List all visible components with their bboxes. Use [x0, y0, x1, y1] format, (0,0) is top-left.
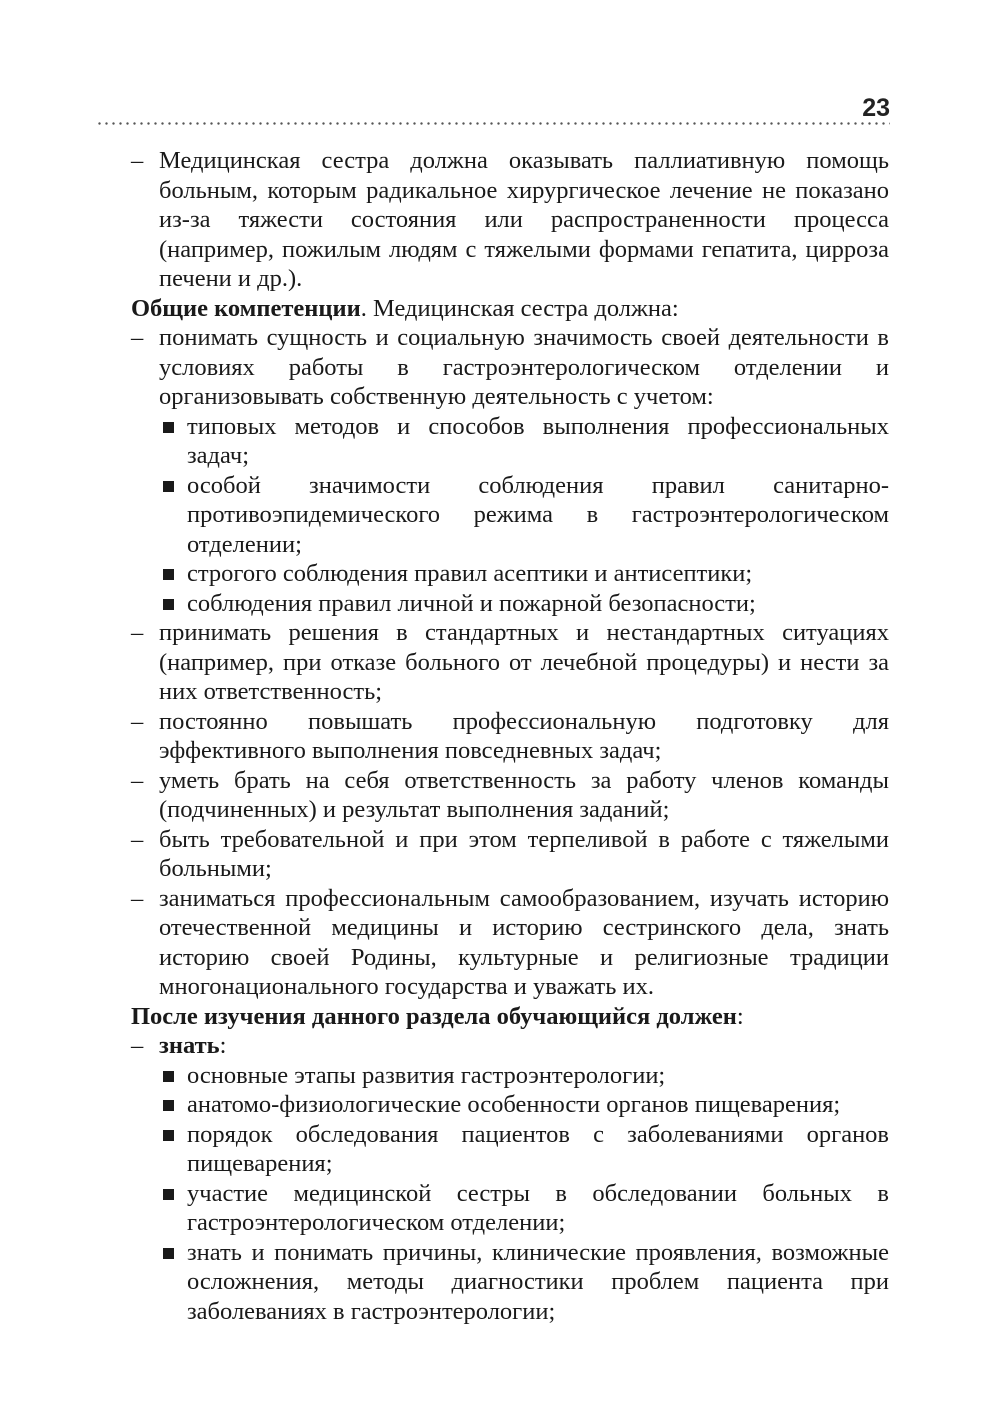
sub-list-item [131, 1238, 889, 1327]
sub-list-item-text: порядок обследования пациентов с заболеваниями органов пищеварения; [187, 1120, 889, 1177]
square-bullet-icon [163, 599, 174, 610]
dash-marker: – [131, 324, 144, 351]
square-bullet-icon [163, 1189, 174, 1200]
square-bullet-icon [163, 1248, 174, 1259]
list-item [131, 618, 889, 707]
sub-list-item-text: основные этапы развития гастроэнтерологии; [187, 1061, 666, 1089]
square-bullet-icon [163, 569, 174, 580]
list-item [131, 323, 889, 412]
list-item-text: понимать сущность и социальную значимость своей деятельности в условиях работы в гастроэнтерологическом отделении и организовывать собственную деятельность с учетом: [159, 324, 889, 410]
sub-list-item [131, 471, 889, 560]
square-bullet-icon [163, 481, 174, 492]
sub-list-item-text: соблюдения правил личной и пожарной безопасности; [187, 589, 756, 617]
dash-marker: – [131, 766, 144, 794]
list-item [131, 766, 889, 825]
sub-list-item [131, 1090, 889, 1120]
dash-marker: – [131, 147, 144, 174]
square-bullet-icon [163, 422, 174, 433]
sub-list-item-text: участие медицинской сестры в обследовании больных в гастроэнтерологическом отделении; [187, 1179, 889, 1236]
list-item-text: заниматься профессиональным самообразованием, изучать историю отечественной медицины и историю сестринского дела, знать историю своей Родины, культурные и религиозные традиции многонационального государства и уважать их. [159, 884, 889, 1000]
sub-list-item [131, 1179, 889, 1238]
list-item-know [131, 1031, 889, 1061]
section-heading-competencies [131, 294, 889, 324]
sub-list-item-text: строгого соблюдения правил асептики и антисептики; [187, 560, 753, 587]
square-bullet-icon [163, 1071, 174, 1082]
list-item [131, 146, 889, 294]
know-sub-list [131, 1061, 889, 1327]
list-item-text: Медицинская сестра должна оказывать паллиативную помощь больным, которым радикальное хирургическое лечение не показано из-за тяжести состояния или распространенности процесса (например, пожилым людям с тяжелыми формами гепатита, цирроза печени и др.). [159, 147, 889, 292]
competencies-intro: . Медицинская сестра должна: [360, 294, 679, 322]
dash-marker: – [131, 884, 144, 912]
list-item [131, 707, 889, 766]
page-number: 23 [862, 94, 890, 122]
sub-list-item [131, 1120, 889, 1179]
sub-list-item [131, 589, 889, 619]
sub-list-item [131, 559, 889, 589]
after-study-colon: : [736, 1002, 744, 1030]
dotted-header-rule [96, 122, 890, 125]
know-label: знать [159, 1032, 220, 1059]
list-item-text: уметь брать на себя ответственность за работу членов команды (подчиненных) и результат выполнения заданий; [159, 766, 889, 823]
sub-list-item [131, 412, 889, 471]
know-colon: : [219, 1032, 227, 1059]
dash-marker: – [131, 707, 144, 735]
list-item-text: быть требовательной и при этом терпеливой в работе с тяжелыми больными; [159, 825, 889, 882]
sub-list-item [131, 1061, 889, 1091]
list-item-text: постоянно повышать профессиональную подготовку для эффективного выполнения повседневных задач; [159, 707, 889, 764]
dash-marker: – [131, 1032, 144, 1059]
square-bullet-icon [163, 1100, 174, 1111]
page-content [131, 146, 889, 1326]
list-item [131, 825, 889, 884]
after-study-title: После изучения данного раздела обучающийся должен [131, 1002, 737, 1030]
square-bullet-icon [163, 1130, 174, 1141]
sub-list-item-text: знать и понимать причины, клинические проявления, возможные осложнения, методы диагностики проблем пациента при заболеваниях в гастроэнтерологии; [187, 1238, 889, 1325]
competencies-title: Общие компетенции [131, 294, 361, 322]
sub-list-item-text: анатомо-физиологические особенности органов пищеварения; [187, 1091, 841, 1118]
dash-marker: – [131, 825, 144, 853]
sub-list-item-text: типовых методов и способов выполнения профессиональных задач; [187, 412, 889, 469]
section-heading-after-study [131, 1002, 889, 1032]
sub-list [131, 412, 889, 619]
dash-marker: – [131, 619, 144, 646]
list-item-text: принимать решения в стандартных и нестандартных ситуациях (например, при отказе больного от лечебной процедуры) и нести за них ответственность; [159, 619, 889, 705]
list-item [131, 884, 889, 1002]
sub-list-item-text: особой значимости соблюдения правил санитарно-противоэпидемического режима в гастроэнтерологическом отделении; [187, 471, 889, 558]
